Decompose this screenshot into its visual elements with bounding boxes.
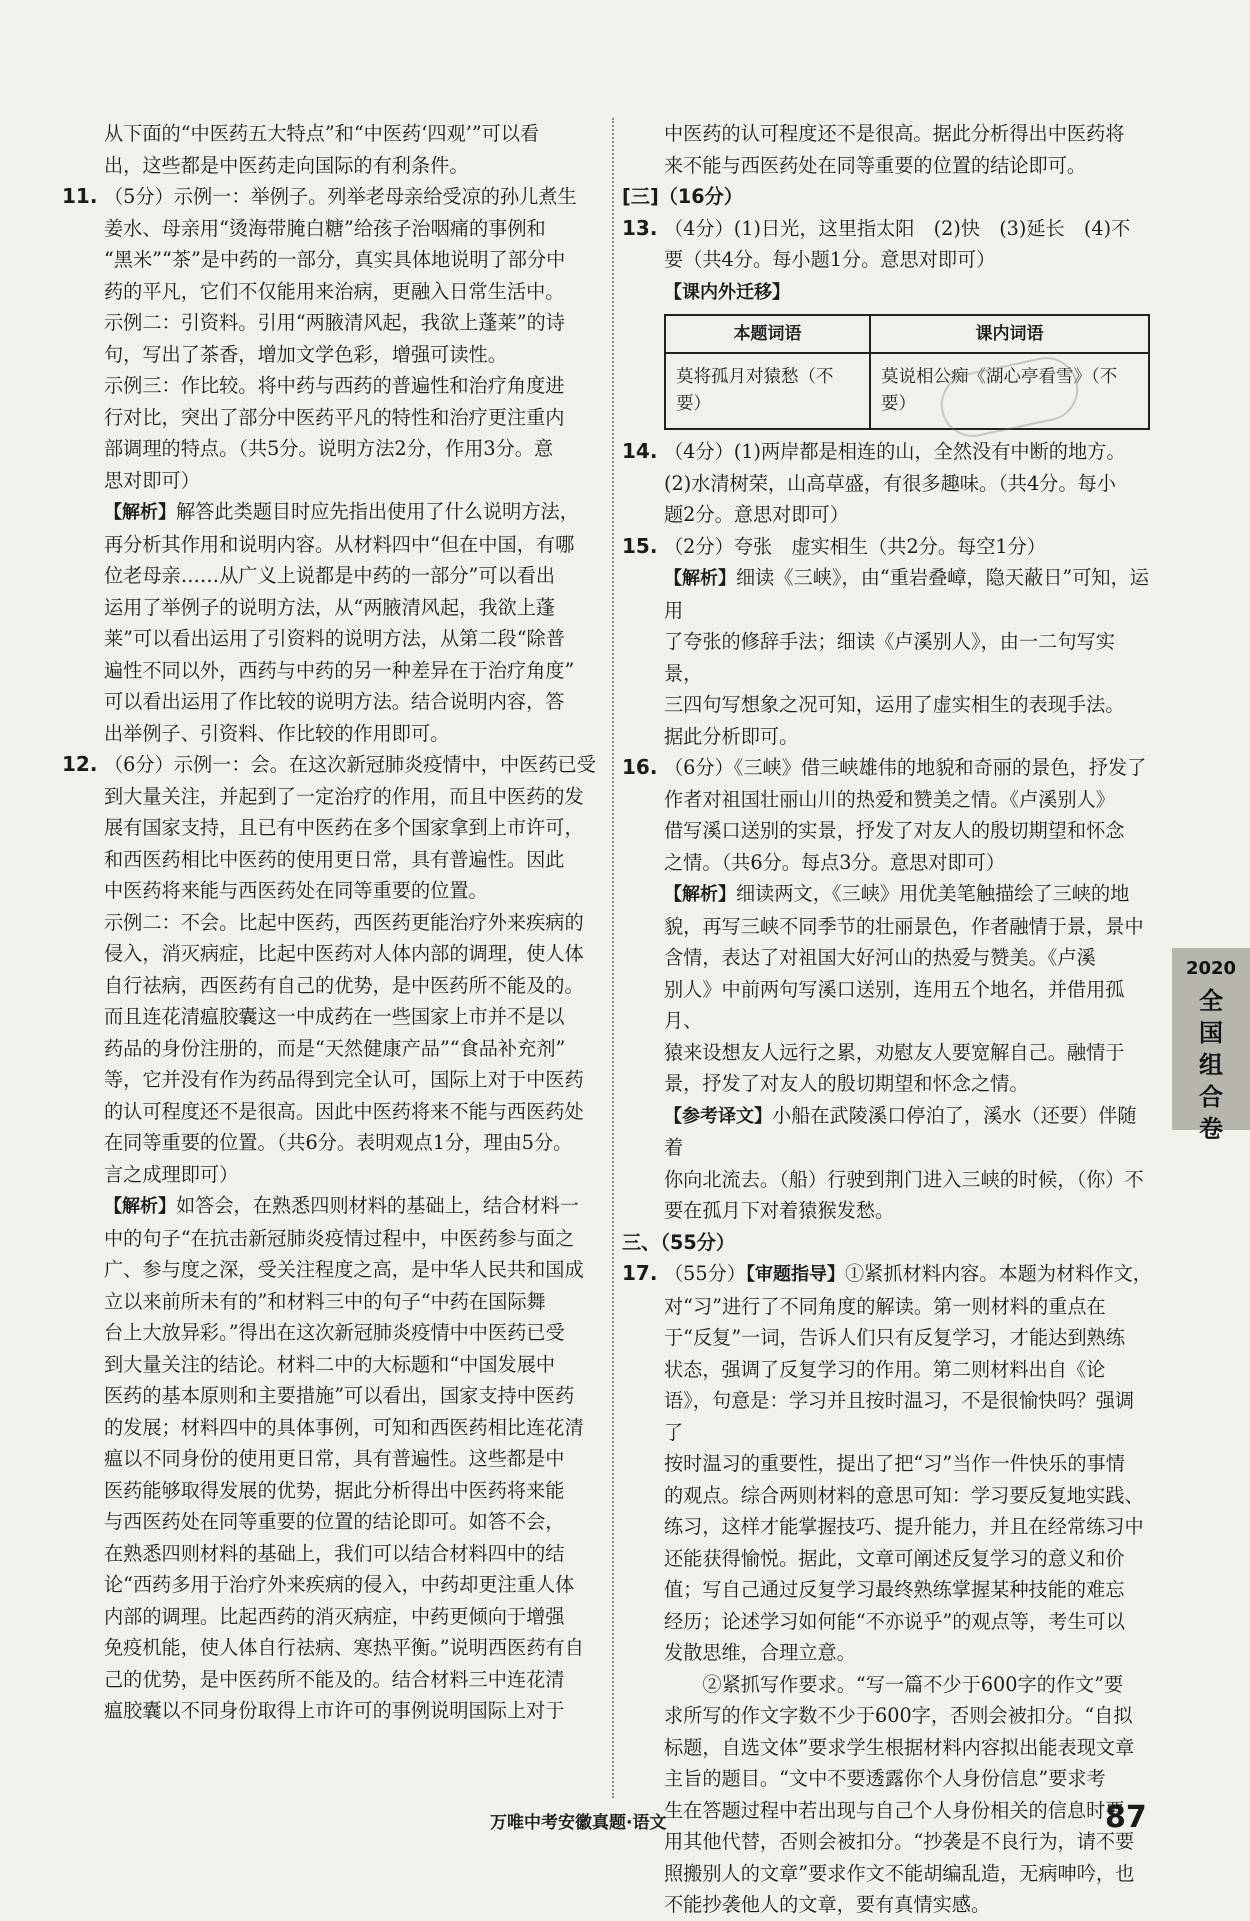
text-line: 在同等重要的位置。（共6分。表明观点1分，理由5分。 [104, 1131, 573, 1154]
text-line: 己的优势，是中医药所不能及的。结合材料三中连花清 [104, 1667, 565, 1691]
text-line: 还能获得愉悦。据此，文章可阐述反复学习的意义和价 [664, 1546, 1125, 1570]
question-12 [62, 749, 614, 1727]
question-number: 17. [622, 1261, 658, 1285]
text-line: 中医药将来能与西医药处在同等重要的位置。 [104, 879, 488, 902]
text-line: 示例三：作比较。将中药与西药的普遍性和治疗角度进 [104, 374, 565, 397]
question-13 [622, 213, 1152, 276]
side-tab-year: 2020 [1185, 958, 1237, 979]
question-number: 12. [62, 752, 98, 776]
text-line: 的认可程度还不是很高。因此中医药将来不能与西医药处 [104, 1099, 584, 1123]
text-line: 经历；论述学习如何能“不亦说乎”的观点等，考生可以 [664, 1609, 1125, 1633]
question-15 [622, 531, 1152, 753]
analysis-tag: 【解析】 [664, 568, 736, 589]
guide-tag: 【审题指导】 [745, 1264, 845, 1285]
text-line: 论“西药多用于治疗外来疾病的侵入，中药却更注重人体 [104, 1573, 575, 1596]
text-line: 主旨的题目。“文中不要透露你个人身份信息”要求考 [664, 1767, 1106, 1790]
question-11 [62, 181, 614, 749]
analysis-tag: 【解析】 [664, 884, 736, 905]
text-line: 展有国家支持，且已有中医药在多个国家拿到上市许可， [104, 816, 584, 839]
text-line: 解答此类题目时应先指出使用了什么说明方法， [176, 500, 579, 523]
text-line: 而且连花清瘟胶囊这一中成药在一些国家上市并不是以 [104, 1005, 565, 1028]
text-line: 值；写自己通过反复学习最终熟练掌握某种技能的难忘 [664, 1578, 1125, 1601]
text-line: 状态，强调了反复学习的作用。第二则材料出自《论 [664, 1357, 1106, 1381]
text-line: 姜水、母亲用“烫海带腌白糖”给孩子治咽痛的事例和 [104, 216, 546, 240]
text-line: 生在答题过程中若出现与自己个人身份相关的信息时要 [664, 1798, 1125, 1822]
text-line: 用其他代替，否则会被扣分。“抄袭是不良行为，请不要 [664, 1830, 1135, 1853]
text-line: 与西医药处在同等重要的位置的结论即可。如答不会， [104, 1510, 565, 1533]
text-line: 求所写的作文字数不少于600字，否则会被扣分。“自拟 [664, 1704, 1133, 1727]
question-number: 13. [622, 215, 658, 240]
text-line: 莱”可以看出运用了引资料的说明方法，从第二段“除普 [104, 627, 565, 650]
text-line: 和西医药相比中医药的使用更日常，具有普遍性。因此 [104, 847, 565, 871]
text-line: 到大量关注的结论。材料二中的大标题和“中国发展中 [104, 1352, 556, 1376]
text-line: 立以来前所未有的”和材料三中的句子“中药在国际舞 [104, 1289, 546, 1313]
text-line: 到大量关注，并起到了一定治疗的作用，而且中医药的发 [104, 784, 584, 808]
text-line: 练习，这样才能掌握技巧、提升能力，并且在经常练习中 [664, 1515, 1144, 1538]
text-line: 句，写出了茶香，增加文学色彩，增强可读性。 [104, 342, 507, 366]
text-line: 发散思维，合理立意。 [664, 1641, 856, 1664]
text-line: 在熟悉四则材料的基础上，我们可以结合材料四中的结 [104, 1541, 565, 1565]
analysis-line [104, 1190, 614, 1223]
intro-paragraph: 从下面的“中医药五大特点”和“中医药‘四观’”可以看 出，这些都是中医药走向国际的有利条件。 [104, 122, 540, 177]
text-line: 按时温习的重要性，提出了把“习”当作一件快乐的事情 [664, 1452, 1125, 1475]
text-line: 瘟胶囊以不同身份取得上市许可的事例说明国际上对于 [104, 1699, 565, 1722]
text-line: 药品的身份注册的，而是“天然健康产品”“食品补充剂” [104, 1036, 566, 1060]
text-line: 对“习”进行了不同角度的解读。第一则材料的重点在 [664, 1294, 1106, 1318]
question-number: 14. [622, 439, 658, 463]
table-header: 本题词语 [665, 315, 870, 353]
text-line: 出举例子、引资料、作比较的作用即可。 [104, 721, 450, 745]
table-cell: 莫说相公痴《湖心亭看雪》（不要） [870, 353, 1149, 429]
text-line: ②紧抓写作要求。“写一篇不少于600字的作文”要 [702, 1672, 1124, 1696]
analysis-line [104, 496, 614, 529]
text-line: 于“反复”一词，告诉人们只有反复学习，才能达到熟练 [664, 1326, 1125, 1349]
text-line: 示例二：不会。比起中医药，西医药更能治疗外来疾病的 [104, 910, 584, 934]
text-line: 示例二：引资料。引用“两腋清风起，我欲上蓬莱”的诗 [104, 311, 565, 334]
text-line: 运用了举例子的说明方法，从“两腋清风起，我欲上蓬 [104, 595, 556, 619]
text-line: “黑米”“茶”是中药的一部分，真实具体地说明了部分中 [104, 248, 566, 271]
text-line: 自行祛病，西医药有自己的优势，是中医药所不能及的。 [104, 973, 584, 997]
text-line: 部调理的特点。（共5分。说明方法2分，作用3分。意 [104, 437, 554, 460]
question-number: 16. [622, 755, 658, 779]
text-line: 如答会，在熟悉四则材料的基础上，结合材料一 [176, 1194, 579, 1217]
table-header: 课内词语 [870, 315, 1149, 353]
section-heading: [三]（16分） [622, 185, 743, 208]
table-cell: 莫将孤月对猿愁（不要） [665, 353, 870, 429]
text-line: 言之成理即可） [104, 1162, 239, 1186]
text-line: 侵入，消灭病症，比起中医药对人体内部的调理，使人体 [104, 942, 584, 965]
page-number: 87 [1105, 1800, 1147, 1835]
text-line: 语》，句意是：学习并且按时温习，不是很愉快吗？强调了 [664, 1389, 1135, 1444]
answer-body: （2分）夸张 虚实相生（共2分。每空1分） 【解析】细读《三峡》，由“重岩叠嶂，隐天蔽日”可知，运用 了夸张的修辞手法；细读《卢溪别人》，由一二句写实景， 三四句写想象之况可知，运用了虚实相生的表现手法。 据此分析即可。 [664, 534, 1149, 748]
text-line: 药的平凡，它们不仅能用来治病，更融入日常生活中。 [104, 279, 565, 303]
text-line: 医药能够取得发展的优势，据此分析得出中医药将来能 [104, 1478, 565, 1502]
question-14 [622, 436, 1152, 531]
requirement-text [664, 1669, 1152, 1921]
side-tab-title: 全国组合卷 [1199, 987, 1223, 1143]
vocabulary-table [664, 314, 1150, 430]
text-line: 可以看出运用了作比较的说明方法。结合说明内容，答 [104, 690, 565, 713]
question-number: 11. [62, 184, 98, 208]
continued-paragraph: 中医药的认可程度还不是很高。据此分析得出中医药将 来不能与西医药处在同等重要的位置的结论即可。 [664, 122, 1125, 177]
page-footer [0, 1800, 1250, 1840]
text-line: 的观点。综合两则材料的意思可知：学习要反复地实践、 [664, 1483, 1144, 1507]
text-line: 位老母亲……从广义上说都是中药的一部分”可以看出 [104, 564, 556, 587]
guide-text [664, 1291, 1152, 1669]
text-line: 行对比，突出了部分中医药平凡的特性和治疗更注重内 [104, 405, 565, 429]
answer-body: （55分）【审题指导】①紧抓材料内容。本题为材料作文， 对“习”进行了不同角度的解读。第一则材料的重点在 于“反复”一词，告诉人们只有反复学习，才能达到熟练 状态，强调了反复学习的作用。第二则材料出自《论 语》，句意是：学习并且按时温习，不是很愉快吗？强调了 按时温习的重要性，提出了把“习”当作一件快乐的事情 的观点。综合两则材料的意思可知：学习要反复地实践、 练习，这样才能掌握技巧、提升能力，并且在经常练习中 还能获得愉悦。据此，文章可阐述反复学习的意义和价 值；写自己通过反复学习最终熟练掌握某种技能的难忘 经历；论述学习如何能“不亦说乎”的观点等，考生可以 发散思维，合理立意。 ②紧抓写作要求。“写一篇不少于600字的作文”要 求所写的作文字数不少于600字，否则会被扣分。“自拟 标题，自选文体”要求学生根据材料内容拟出能表现文章 主旨的题目。“文中不要透露你个人身份信息”要求考 生在答题过程中若出现与自己个人身份相关的信息时要 用其他代替，否则会被扣分。“抄袭是不良行为，请不要 照搬别人的文章”要求作文不能胡编乱造，无病呻吟，也 不能抄袭他人的文章，要有真情实感。 [664, 1258, 1152, 1921]
text-line: 思对即可） [104, 468, 200, 492]
question-16 [622, 752, 1152, 1227]
text-line: 内部的调理。比起西药的消灭病症，中药更倾向于增强 [104, 1604, 565, 1628]
side-tab [1172, 948, 1250, 1143]
text-line: （5分）示例一：举例子。列举老母亲给受凉的孙儿煮生 [104, 185, 577, 208]
text-line: 医药的基本原则和主要措施”可以看出，国家支持中医药 [104, 1384, 575, 1407]
text-line: 台上大放异彩。”得出在这次新冠肺炎疫情中中医药已受 [104, 1321, 565, 1344]
answer-body [104, 749, 614, 1727]
analysis-tag: 【解析】 [104, 1196, 176, 1217]
text-line: 免疫机能，使人体自行祛病、寒热平衡。”说明西医药有自 [104, 1636, 584, 1659]
question-number: 15. [622, 533, 658, 558]
table-header-row [665, 315, 1149, 353]
text-line: 遍性不同以外，西药与中药的另一种差异在于治疗角度” [104, 658, 575, 682]
text-line: 再分析其作用和说明内容。从材料四中“但在中国，有哪 [104, 532, 575, 556]
transfer-tag: 【课内外迁移】 [664, 281, 790, 303]
text-line: 等，它并没有作为药品得到完全认可，国际上对于中医药 [104, 1068, 584, 1091]
answer-body: （4分）(1)两岸都是相连的山，全然没有中断的地方。 (2)水清树荣，山高草盛，有很多趣味。（共4分。每小 题2分。意思对即可） [664, 440, 1126, 526]
section-heading: 三、（55分） [622, 1230, 736, 1254]
answer-body: （4分）(1)日光，这里指太阳 (2)快 (3)延长 (4)不 要（共4分。每小题1分。意思对即可） [664, 216, 1131, 271]
text-line: 的发展；材料四中的具体事例，可知和西医药相比连花清 [104, 1415, 584, 1439]
text-line: 中的句子“在抗击新冠肺炎疫情过程中，中医药参与面之 [104, 1226, 575, 1250]
analysis-tag: 【解析】 [104, 502, 176, 523]
text-line: （6分）示例一：会。在这次新冠肺炎疫情中，中医药已受 [104, 753, 596, 776]
text-line: 瘟以不同身份的使用更日常，具有普遍性。这些都是中 [104, 1447, 565, 1470]
translation-tag: 【参考译文】 [664, 1105, 772, 1127]
answer-body: （6分）《三峡》借三峡雄伟的地貌和奇丽的景色，抒发了 作者对祖国壮丽山川的热爱和赞美之情。《卢溪别人》 借写溪口送别的实景，抒发了对友人的殷切期望和怀念 之情。（共6分。每点3分。意思对即可） 【解析】细读两文，《三峡》用优美笔触描绘了三峡的地 貌，再写三峡不同季节的壮丽景色，作者融情于景，景中 含情，表达了对祖国大好河山的热爱与赞美。《卢溪 别人》中前两句写溪口送别，连用五个地名，并借用孤月、 猿来设想友人远行之累，劝慰友人要宽解自己。融情于 景，抒发了对友人的殷切期望和怀念之情。 【参考译文】小船在武陵溪口停泊了，溪水（还要）伴随着 你向北流去。（船）行驶到荆门进入三峡的时候，（你）不 要在孤月下对着猿猴发愁。 [664, 756, 1147, 1222]
text-line: 广、参与度之深，受关注程度之高，是中华人民共和国成 [104, 1258, 584, 1281]
transfer-tag-row [622, 276, 1152, 309]
left-column [62, 118, 614, 1727]
text-line: 照搬别人的文章”要求作文不能胡编乱造，无病呻吟，也 [664, 1861, 1135, 1885]
text-line: 标题，自选文体”要求学生根据材料内容拟出能表现文章 [664, 1735, 1135, 1759]
footer-title: 万唯中考安徽真题·语文 [490, 1813, 667, 1833]
text-line: 不能抄袭他人的文章，要有真情实感。 [664, 1893, 991, 1916]
answer-body [104, 181, 614, 749]
